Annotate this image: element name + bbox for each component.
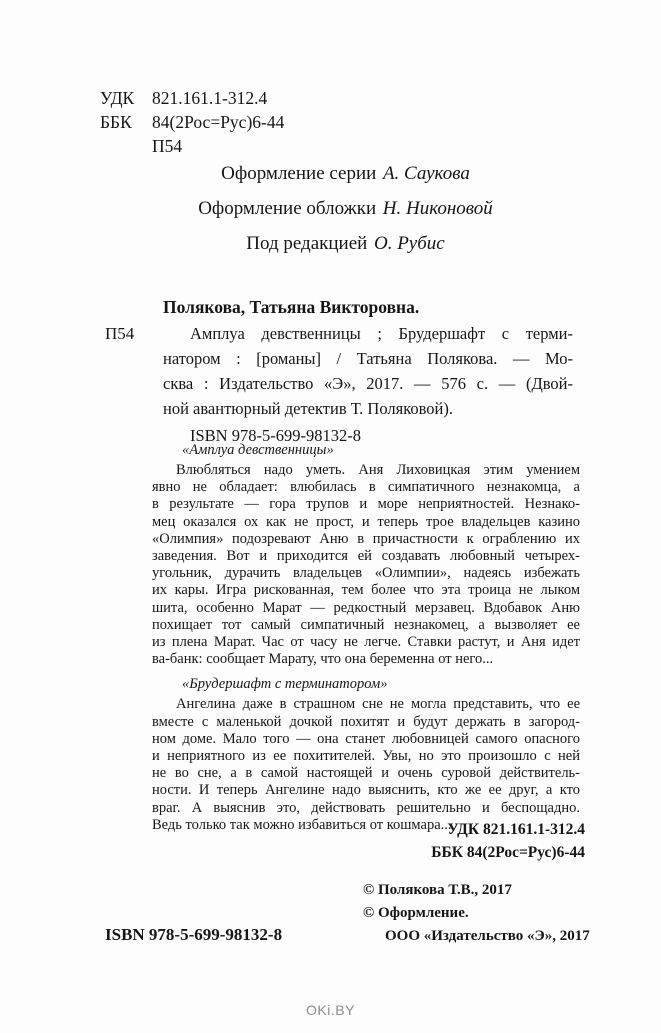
- annotation-section-2: [152, 675, 580, 834]
- credit-role: Оформление серии: [221, 163, 377, 184]
- copyright-block: [363, 879, 590, 948]
- bottom-code-line: ББК 84(2Рос=Рус)6-44: [431, 844, 585, 861]
- annotation-section-1: [152, 441, 580, 668]
- copyright-line: © Полякова Т.В., 2017: [363, 882, 512, 898]
- citation-line: Амплуа девственницы ; Брудершафт с терми-: [190, 324, 573, 343]
- annotation-line: вместе с маленькой дочкой похитят и будут держать в загород-: [152, 713, 580, 730]
- bibliographic-code-row: [100, 110, 284, 134]
- annotation-line: похищает тот самый симпатичный незнакомец, а вызволяет ее: [152, 616, 580, 633]
- annotation-line: «Олимпия» подозревают Аню в причастности к ограблению их: [152, 530, 580, 547]
- annotation-line: угольник, дурачить владельцев «Олимпии», надеясь избежать: [152, 565, 580, 582]
- annotation-line: Ведь только так можно избавиться от кошмара...: [152, 816, 452, 833]
- site-watermark: OKi.BY: [306, 1002, 355, 1018]
- annotation-text: [152, 696, 580, 834]
- annotation-line: в результате — гора трупов и море неприятностей. Незнако-: [152, 496, 580, 513]
- annotation-line: их кары. Игра рискованная, тем более что эта троица не лыком: [152, 582, 580, 599]
- bibliographic-codes-bottom: [431, 818, 585, 864]
- credit-line: [30, 198, 661, 220]
- bibliographic-code-row: [100, 86, 284, 110]
- credit-name: А. Саукова: [382, 163, 470, 184]
- annotation-line: враг. А выяснив это, действовать решительно и беспощадно.: [152, 799, 580, 816]
- annotation-line: не во сне, а в самой настоящей и очень суровой действитель-: [152, 765, 580, 782]
- credit-name: О. Рубис: [373, 233, 445, 254]
- annotation-line: и неприятного из ее похитителей. Увы, но это произошло с ней: [152, 748, 580, 765]
- code-value: 84(2Рос=Рус)6-44: [152, 112, 285, 132]
- bibliographic-code-row: [100, 134, 284, 158]
- annotation-line: мец оказался ох как не прост, и теперь трое владельцев казино: [152, 513, 580, 530]
- citation-block: [163, 321, 573, 421]
- annotation-line: Ангелина даже в страшном сне не могла представить, что ее: [176, 696, 580, 713]
- annotations: [152, 441, 580, 834]
- bottom-code-line: УДК 821.161.1-312.4: [447, 821, 585, 838]
- code-value: П54: [152, 136, 183, 156]
- catalog-card-code: П54: [105, 324, 135, 343]
- code-label: ББК: [100, 112, 132, 132]
- annotation-line: шита, особенно Марат — редкостный мерзавец. Вдобавок Аню: [152, 599, 580, 616]
- credit-role: Под редакцией: [246, 233, 368, 254]
- annotation-line: ва-банк: сообщает Марату, что она беременна от него...: [152, 651, 494, 668]
- bibliographic-codes-top: [100, 86, 284, 158]
- annotation-line: заведения. Вот и приходится ей создавать любовный четырех-: [152, 548, 580, 565]
- annotation-text: [152, 462, 580, 668]
- citation-line: сква : Издательство «Э», 2017. — 576 с. — (Двой-: [163, 374, 573, 393]
- catalog-card: [105, 321, 585, 446]
- copyright-line: ООО «Издательство «Э», 2017: [385, 928, 590, 944]
- author-name-heading: Полякова, Татьяна Викторовна.: [163, 297, 420, 317]
- code-value: 821.161.1-312.4: [152, 88, 268, 108]
- credit-line: [30, 163, 661, 185]
- isbn-line: ISBN 978-5-699-98132-8: [190, 426, 361, 445]
- citation-line: натором : [романы] / Татьяна Полякова. — Мо-: [163, 349, 573, 368]
- edition-credits: [30, 163, 661, 268]
- copyright-line: © Оформление.: [363, 905, 469, 921]
- isbn-bottom: ISBN 978-5-699-98132-8: [105, 925, 283, 944]
- code-label: [100, 134, 152, 158]
- annotation-line: явно не обладает: влюбилась в симпатичного незнакомца, а: [152, 479, 580, 496]
- credit-role: Оформление обложки: [198, 198, 377, 219]
- annotation-title: «Брудершафт с терминатором»: [182, 676, 388, 693]
- credit-line: [30, 233, 661, 255]
- citation-line: ной авантюрный детектив Т. Поляковой).: [163, 399, 454, 418]
- code-label: УДК: [100, 88, 135, 108]
- annotation-line: ном доме. Мало того — она станет любовницей самого опасного: [152, 730, 580, 747]
- annotation-title: «Амплуа девственницы»: [182, 442, 334, 458]
- annotation-line: Влюбляться надо уметь. Аня Лиховицкая этим умением: [176, 462, 580, 478]
- annotation-line: из плена Марат. Час от часу не легче. Ставки растут, и Аня идет: [152, 634, 580, 651]
- annotation-line: ности. И теперь Ангелине надо выяснить, кто же ее друг, а кто: [152, 782, 580, 799]
- credit-name: Н. Никоновой: [382, 198, 493, 219]
